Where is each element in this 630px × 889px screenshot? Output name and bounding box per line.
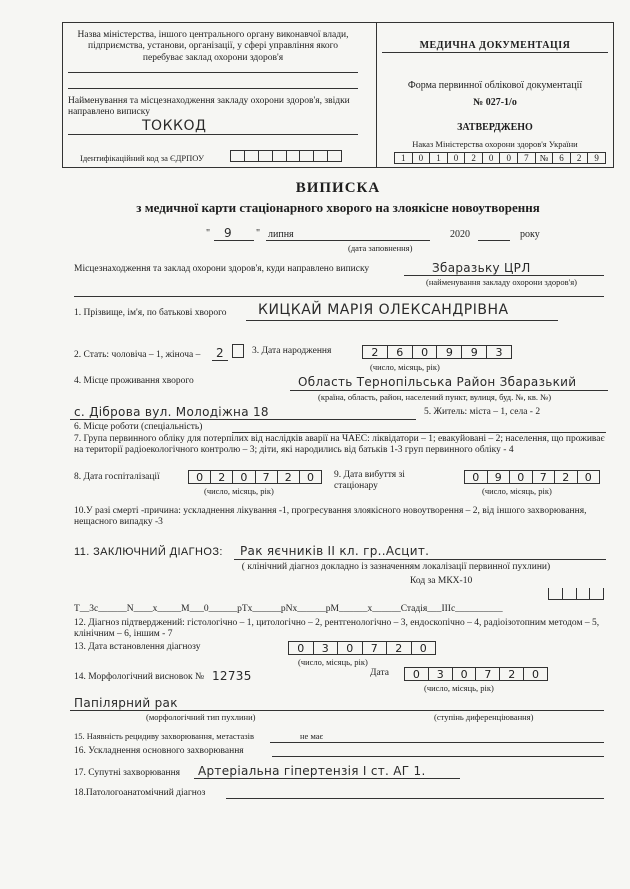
birth-date-boxes[interactable]: 2 6 0 9 9 3 — [362, 345, 512, 359]
name-value[interactable]: КИЦКАЙ МАРІЯ ОЛЕКСАНДРІВНА — [258, 302, 509, 318]
header-divider — [376, 22, 377, 168]
institution-value: ТОККОД — [142, 118, 207, 134]
sex-label: 2. Стать: чоловіча – 1, жіноча – — [74, 350, 201, 360]
relapse-value[interactable]: не має — [300, 731, 324, 741]
relapse-label: 15. Наявність рецидиву захворювання, метастазів — [74, 731, 255, 741]
ministry-label: Назва міністерства, іншого центрального органу виконавчої влади, підприємства, установи, організації, у сфері управління якого перебуває заклад охорони здоров'я — [77, 30, 349, 63]
comorb-value[interactable]: Артеріальна гіпертензія І ст. АГ 1. — [198, 764, 426, 778]
birth-caption: (число, місяць, рік) — [370, 362, 440, 372]
destination-value[interactable]: Збаразьку ЦРЛ — [432, 261, 531, 275]
institution-label: Найменування та місцезнаходження закладу охорони здоров'я, звідки направлено виписку — [68, 96, 350, 118]
order-label: Наказ Міністерства охорони здоров'я України — [412, 139, 578, 149]
patho-label: 18.Патологоанатомічний діагноз — [74, 788, 206, 798]
chaes-label: 7. Група первинного обліку для потерпілих від наслідків аварії на ЧАЕС: ліквідатори – 1; евакуйовані – 2; населення, що проживає на території радіоекологічного контролю – 3; діти, які народились від батьків 1-3 груп первинного обліку - 4 — [74, 434, 605, 456]
diag-label: 11. ЗАКЛЮЧНИЙ ДІАГНОЗ: — [74, 546, 223, 558]
fill-year[interactable]: 2020 — [450, 229, 470, 240]
quote-open: " — [206, 228, 211, 239]
morph-date-label: Дата — [370, 668, 389, 678]
est-date-boxes[interactable]: 0 3 0 7 2 0 — [288, 641, 436, 655]
compl-label: 16. Ускладнення основного захворювання — [74, 746, 244, 756]
tnm-line[interactable]: T__3c______N____x_____M___0______pTx______pNx______pM______x______Стадія___IIIc__________ — [74, 604, 503, 614]
leave-caption: (число, місяць, рік) — [482, 486, 552, 496]
diag-caption: ( клінічний діагноз докладно із зазначенням локалізації первинної пухлини) — [241, 562, 551, 572]
work-label: 6. Місце роботи (спеціальність) — [74, 422, 203, 432]
hosp-caption: (число, місяць, рік) — [204, 486, 274, 496]
birth-label: 3. Дата народження — [252, 346, 332, 356]
destination-label: Місцезнаходження та заклад охорони здоров'я, куди направлено виписку — [74, 264, 370, 274]
morph-caption: (число, місяць, рік) — [424, 683, 494, 693]
morph-date-boxes[interactable]: 0 3 0 7 2 0 — [404, 667, 548, 681]
residence-label: 4. Місце проживання хворого — [74, 376, 194, 386]
approved-label: ЗАТВЕРДЖЕНО — [457, 122, 533, 133]
diff-caption: (ступінь диференціювання) — [434, 712, 534, 722]
mkx-label: Код за МКХ-10 — [410, 576, 473, 586]
year-suffix: року — [520, 229, 540, 240]
residence-caption: (країна, область, район, населений пункт, вулиця, буд. №, кв. №) — [318, 392, 552, 402]
morph-type-caption: (морфологічний тип пухлини) — [146, 712, 256, 722]
order-code-boxes: 1 0 1 0 2 0 0 7 № 6 2 9 — [394, 152, 606, 164]
confirm-label: 12. Діагноз підтверджений: гістологічно – 1, цитологічно – 2, рентгенологічно – 3, ендоскопічно – 4, радіоізотопним методом – 5, клінічним – 6, іншим - 7 — [74, 618, 600, 640]
comorb-label: 17. Супутні захворювання — [74, 768, 181, 778]
est-caption: (число, місяць, рік) — [298, 657, 368, 667]
date-caption: (дата заповнення) — [348, 243, 413, 253]
residence-value-2[interactable]: с. Діброва вул. Молодіжна 18 — [74, 405, 269, 419]
mkx-boxes[interactable] — [548, 588, 604, 600]
doc-title: ВИПИСКА — [295, 180, 381, 196]
form-label: Форма первинної облікової документації — [407, 80, 583, 91]
name-label: 1. Прізвище, ім'я, по батькові хворого — [74, 308, 227, 318]
morph-type-value[interactable]: Папілярний рак — [74, 696, 178, 710]
leave-label: 9. Дата вибуття зі стаціонару — [334, 470, 405, 492]
est-label: 13. Дата встановлення діагнозу — [74, 642, 201, 652]
morph-number[interactable]: 12735 — [212, 669, 252, 683]
form-number: № 027-1/о — [473, 97, 517, 108]
sex-value[interactable]: 2 — [216, 346, 224, 360]
hosp-date-boxes[interactable]: 0 2 0 7 2 0 — [188, 470, 322, 484]
morph-label: 14. Морфологічний висновок № — [74, 672, 205, 682]
diag-value[interactable]: Рак яєчників ІІ кл. гр..Асцит. — [240, 544, 430, 558]
destination-caption: (найменування закладу охорони здоров'я) — [426, 277, 577, 287]
fill-day[interactable]: 9 — [224, 226, 232, 240]
doc-subtitle: з медичної карти стаціонарного хворого на злоякісне новоутворення — [136, 200, 540, 215]
medical-doc-title: МЕДИЧНА ДОКУМЕНТАЦІЯ — [419, 40, 571, 51]
leave-date-boxes[interactable]: 0 9 0 7 2 0 — [464, 470, 600, 484]
edrpou-label: Ідентифікаційний код за ЄДРПОУ — [80, 153, 204, 163]
quote-close: " — [256, 228, 261, 239]
edrpou-boxes[interactable] — [230, 150, 342, 162]
resident-label: 5. Житель: міста – 1, села - 2 — [424, 407, 541, 417]
death-label: 10.У разі смерті -причина: ускладнення лікування -1, прогресування злоякісного новоутворення – 2, від іншого захворювання, нещасного випадку -3 — [74, 506, 587, 528]
fill-month[interactable]: липня — [268, 229, 294, 240]
residence-value[interactable]: Область Тернопільська Район Збаразький — [298, 375, 577, 389]
sex-checkbox[interactable] — [232, 344, 244, 358]
hosp-label: 8. Дата госпіталізації — [74, 472, 160, 482]
